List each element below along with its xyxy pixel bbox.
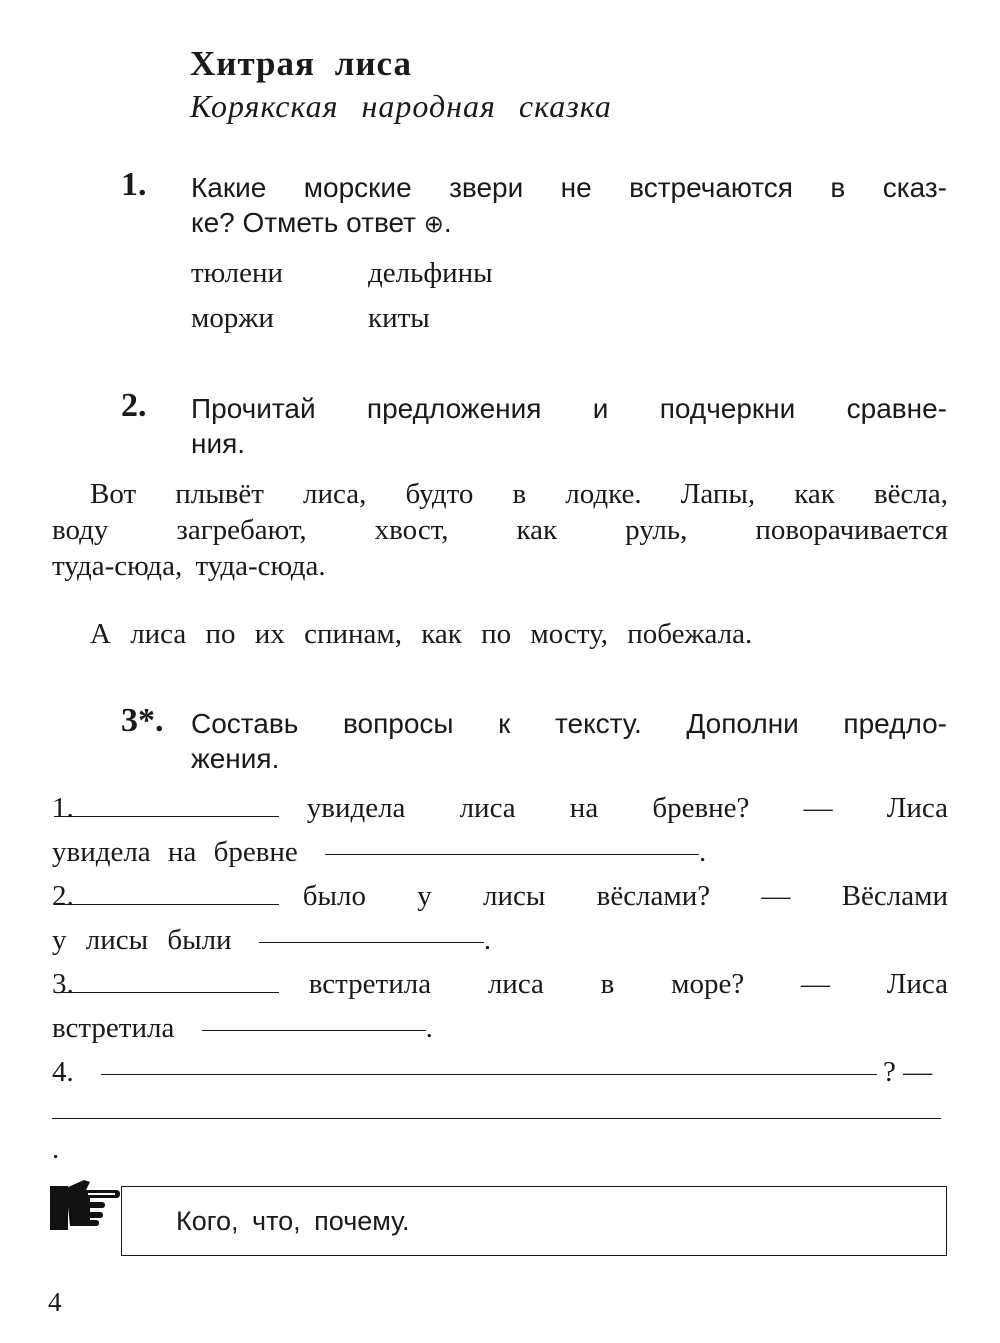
option-seals[interactable]: тюлени: [191, 257, 283, 289]
task1-question: [191, 170, 947, 242]
answer-item-3-line2: встретила .: [52, 1012, 433, 1044]
task2-line2: ния.: [191, 428, 246, 459]
answer-item-1-line2: увидела на бревне .: [52, 836, 707, 868]
option-walruses[interactable]: моржи: [191, 302, 274, 334]
page-number: 4: [48, 1287, 62, 1317]
item-question: встретила лиса в море? — Лиса: [308, 968, 948, 1000]
answer-item-2: [52, 880, 948, 920]
task1-number: 1.: [121, 166, 147, 203]
item-answer-prefix: встретила: [52, 1012, 175, 1044]
task3-line1: Составь вопросы к тексту. Дополни предло-: [191, 708, 947, 739]
story-excerpt-2: А лиса по их спинам, как по мосту, побежала.: [90, 618, 753, 650]
task3-line2: жения.: [191, 743, 280, 774]
excerpt-line-2: воду загребают, хвост, как руль, поворачивается: [52, 514, 948, 546]
item-number: 2.: [52, 880, 74, 912]
task1-line1: Какие морские звери не встречаются в сказ-: [191, 172, 947, 203]
answer-item-4-line2: .: [52, 1100, 948, 1140]
answer-blank[interactable]: [54, 904, 279, 905]
item-question: увидела лиса на бревне? — Лиса: [306, 792, 948, 824]
answer-blank[interactable]: [202, 1030, 426, 1031]
item-number: 4.: [52, 1056, 74, 1088]
task2-question: [191, 391, 947, 461]
option-dolphins[interactable]: дельфины: [368, 257, 493, 289]
answer-blank[interactable]: [259, 942, 484, 943]
task1-line2: ке? Отметь ответ ⊕.: [191, 207, 452, 238]
task2-number: 2.: [121, 387, 147, 424]
task3-question: [191, 706, 947, 776]
excerpt-line-1: Вот плывёт лиса, будто в лодке. Лапы, как вёсла,: [90, 478, 948, 510]
circle-plus-icon: ⊕: [423, 210, 444, 238]
answer-item-2-line2: у лисы были .: [52, 924, 492, 956]
tip-box: [121, 1186, 947, 1256]
answer-blank[interactable]: [54, 992, 279, 993]
story-title: Хитрая лиса: [190, 44, 412, 83]
answer-item-4: [52, 1056, 948, 1096]
answer-blank[interactable]: [54, 816, 279, 817]
item-number: 3.: [52, 968, 74, 1000]
item-answer-prefix: увидела на бревне: [52, 836, 298, 868]
pointing-hand-icon: [50, 1176, 122, 1232]
story-excerpt-1: [52, 476, 948, 584]
answer-blank[interactable]: [325, 854, 699, 855]
item-question: ? —: [883, 1056, 933, 1088]
tip-text: Кого, что, почему.: [176, 1206, 410, 1236]
answer-item-3: [52, 968, 948, 1008]
item-question: было у лисы вёслами? — Вёслами: [302, 880, 948, 912]
answer-blank[interactable]: [101, 1074, 877, 1075]
task3-number: 3*.: [121, 702, 164, 739]
answer-blank[interactable]: [52, 1118, 941, 1119]
item-number: 1.: [52, 792, 74, 824]
excerpt-line-3: туда-сюда, туда-сюда.: [52, 550, 326, 582]
answer-item-1: [52, 792, 948, 832]
task2-line1: Прочитай предложения и подчеркни сравне-: [191, 393, 947, 424]
item-answer-prefix: у лисы были: [52, 924, 232, 956]
story-subtitle: Корякская народная сказка: [190, 88, 612, 124]
option-whales[interactable]: киты: [368, 302, 430, 334]
